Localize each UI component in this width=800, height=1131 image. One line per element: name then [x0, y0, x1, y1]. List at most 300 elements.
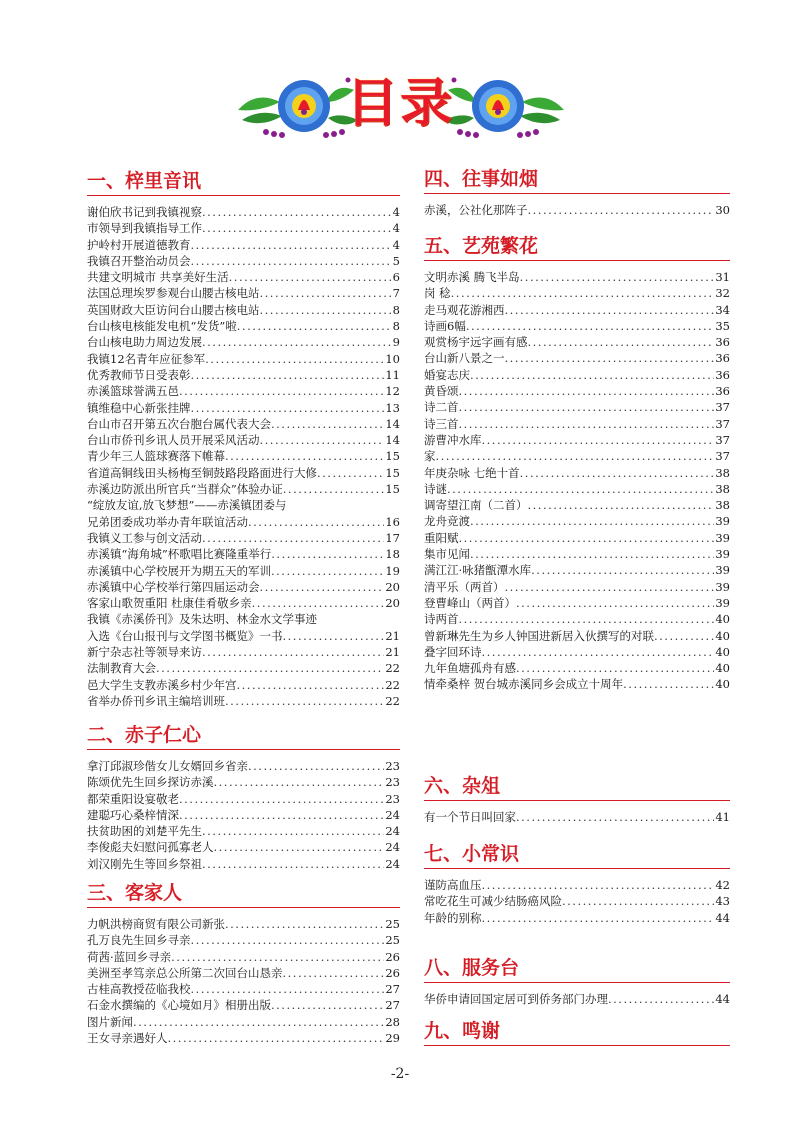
- dot-leader: [447, 481, 714, 497]
- dot-leader: [520, 465, 715, 481]
- toc-entry-title: 扶贫助困的刘楚平先生: [87, 824, 202, 839]
- toc-entry: [424, 318, 730, 334]
- toc-entry-title: 台山市召开第五次台胞台属代表大会: [87, 416, 271, 431]
- dot-leader: [451, 285, 715, 301]
- toc-entry-page: 36: [715, 351, 730, 366]
- toc-entry-page: 12: [385, 384, 400, 399]
- toc-entry: [87, 997, 400, 1013]
- toc-entry-title: 市领导到我镇指导工作: [87, 221, 202, 236]
- section-entries: [424, 202, 730, 218]
- toc-entry-page: 29: [385, 1031, 400, 1046]
- toc-entry-title: 青少年三人篮球赛落下帷幕: [87, 449, 225, 464]
- toc-entry-title: 满江江·咏猪甑潭水库: [424, 563, 532, 578]
- toc-entry-title: 我镇义工参与创文活动: [87, 530, 202, 545]
- dot-leader: [271, 997, 384, 1013]
- toc-entry-page: 37: [715, 432, 730, 447]
- toc-entry-page: 24: [385, 856, 400, 871]
- dot-leader: [202, 530, 384, 546]
- dot-leader: [229, 269, 392, 285]
- toc-entry: [87, 791, 400, 807]
- dot-leader: [214, 839, 385, 855]
- toc-entry-page: 22: [385, 661, 400, 676]
- toc-entry-title: 省道高铜线田头杨梅至铜鼓路段路面进行大修: [87, 465, 317, 480]
- toc-entry: [87, 932, 400, 948]
- toc-entry: [424, 579, 730, 595]
- toc-entry-title: 曾新琳先生为乡人钟国进新居入伙撰写的对联: [424, 628, 654, 643]
- dot-leader: [202, 856, 384, 872]
- toc-section: [424, 773, 730, 825]
- toc-entry-title: 华侨申请回国定居可到侨务部门办理: [424, 992, 608, 1006]
- toc-entry-title: 黄昏颂: [424, 384, 459, 399]
- dot-leader: [459, 383, 715, 399]
- toc-entry: [87, 204, 400, 220]
- toc-entry-title: 年龄的别称: [424, 910, 482, 925]
- toc-entry: [424, 465, 730, 481]
- toc-entry-page: 15: [385, 449, 400, 464]
- toc-entry-page: 19: [385, 563, 400, 578]
- dot-leader: [191, 981, 385, 997]
- dot-leader: [271, 416, 384, 432]
- toc-entry: [87, 579, 400, 595]
- toc-entry-page: 24: [385, 840, 400, 855]
- dot-leader: [608, 991, 714, 1007]
- dot-leader: [654, 628, 714, 644]
- dot-leader: [202, 644, 384, 660]
- toc-entry-title: 我镇12名青年应征参军: [87, 351, 206, 366]
- toc-entry: [87, 693, 400, 709]
- toc-entry-title: 观赏杨宇远字画有感: [424, 335, 528, 350]
- toc-entry: [87, 1030, 400, 1046]
- toc-entry-page: 23: [385, 791, 400, 806]
- dot-leader: [283, 628, 385, 644]
- page-title: 目录: [345, 74, 454, 134]
- toc-entry-title: 谢伯欣书记到我镇视察: [87, 205, 202, 219]
- toc-entry-page: 10: [385, 351, 400, 366]
- section-heading: 二、赤子仁心: [87, 722, 400, 750]
- toc-entry-title: 赤溪，公社化那阵子: [424, 203, 528, 217]
- dot-leader: [202, 334, 392, 350]
- toc-entry-title: 英国财政大臣访问台山腰古核电站: [87, 302, 260, 317]
- toc-entry: [424, 334, 730, 350]
- toc-entry-title: 赤溪篮球誉满五邑: [87, 384, 179, 399]
- toc-entry: [424, 399, 730, 415]
- toc-entry-page: 36: [715, 367, 730, 382]
- toc-entry-page: 35: [715, 318, 730, 333]
- toc-entry: [87, 383, 400, 399]
- toc-entry: [87, 351, 400, 367]
- toc-entry-title: 文明赤溪 腾飞半岛: [424, 270, 520, 284]
- dot-leader: [225, 916, 384, 932]
- toc-entry: [87, 644, 400, 660]
- dot-leader: [283, 481, 385, 497]
- toc-section: [87, 168, 400, 709]
- toc-entry-title: 建聪巧心桑梓情深: [87, 807, 179, 822]
- toc-entry-page: 31: [715, 270, 730, 284]
- section-heading: 三、客家人: [87, 880, 400, 908]
- section-entries: [424, 991, 730, 1007]
- flower-right-icon: [472, 80, 524, 132]
- dot-leader: [191, 400, 385, 416]
- toc-entry-page: 21: [385, 645, 400, 660]
- toc-entry: [424, 893, 730, 909]
- toc-entry-title: 客家山歌贺重阳 杜康佳肴敬乡亲: [87, 596, 252, 611]
- toc-entry: [87, 416, 400, 432]
- toc-entry: [87, 302, 400, 318]
- toc-section: [424, 955, 730, 1007]
- dot-leader: [202, 220, 392, 236]
- dot-leader: [202, 204, 392, 220]
- toc-entry: [424, 432, 730, 448]
- toc-entry-title: 走马观花游湘西: [424, 302, 505, 317]
- toc-entry-page: 41: [715, 810, 730, 824]
- toc-section: [424, 1018, 730, 1054]
- toc-entry: [87, 546, 400, 562]
- toc-entry-page: 34: [715, 302, 730, 317]
- toc-entry-title: 诗谜: [424, 481, 447, 496]
- toc-entry-page: 8: [392, 319, 400, 334]
- toc-entry: [87, 269, 400, 285]
- toc-entry-title: 孔万良先生回乡寻亲: [87, 933, 191, 948]
- dot-leader: [179, 791, 384, 807]
- toc-entry-page: 38: [715, 481, 730, 496]
- toc-entry-page: 11: [385, 367, 400, 382]
- toc-section: [424, 233, 730, 693]
- toc-entry-page: 4: [392, 221, 400, 236]
- toc-entry-title: 情牵桑梓 贺台城赤溪同乡会成立十周年: [424, 677, 624, 692]
- toc-entry-title: 古桂高教授莅临我校: [87, 982, 191, 997]
- dot-leader: [252, 595, 385, 611]
- dot-leader: [459, 399, 715, 415]
- toc-entry-page: 40: [715, 628, 730, 643]
- toc-entry-page: 5: [392, 253, 400, 268]
- dot-leader: [470, 513, 714, 529]
- toc-entry: [87, 628, 400, 644]
- toc-entry-title: 龙舟竞渡: [424, 514, 470, 529]
- flower-left-icon: [278, 80, 330, 132]
- toc-entry-page: 27: [385, 998, 400, 1013]
- toc-entry-title: 美洲至孝笃亲总公所第二次回台山恳亲: [87, 965, 283, 980]
- toc-entry: [424, 611, 730, 627]
- toc-entry: [87, 774, 400, 790]
- toc-entry: [87, 367, 400, 383]
- dot-leader: [459, 530, 715, 546]
- toc-entry-title: 李俊彪夫妇慰问孤寡老人: [87, 840, 214, 855]
- dot-leader: [271, 546, 384, 562]
- toc-entry-page: 6: [392, 270, 400, 285]
- toc-entry-page: 20: [385, 579, 400, 594]
- toc-entry: [87, 237, 400, 253]
- toc-entry-page: 15: [385, 482, 400, 497]
- toc-entry-page: 4: [392, 237, 400, 252]
- toc-entry-title: 赤溪镇“海角城”杯歌唱比赛隆重举行: [87, 547, 272, 562]
- toc-entry-title: 台山新八景之一: [424, 351, 505, 366]
- toc-entry-page: 4: [392, 205, 400, 219]
- toc-entry-page: 39: [715, 514, 730, 529]
- toc-entry-page: 39: [715, 595, 730, 610]
- toc-entry: [424, 910, 730, 926]
- toc-entry-title: 共建文明城市 共享美好生活: [87, 270, 229, 285]
- dot-leader: [562, 893, 714, 909]
- toc-entry-title: 石金水撰编的《心境如月》相册出版: [87, 998, 271, 1013]
- toc-entry-title: 都荣重阳设宴敬老: [87, 791, 179, 806]
- dot-leader: [191, 932, 385, 948]
- toc-entry: [87, 660, 400, 676]
- toc-entry-page: 44: [715, 910, 730, 925]
- toc-entry: [87, 677, 400, 693]
- toc-entry: [424, 991, 730, 1007]
- toc-section: [87, 880, 400, 1046]
- toc-entry-page: 22: [385, 677, 400, 692]
- toc-entry: [424, 562, 730, 578]
- section-heading: 七、小常识: [424, 841, 730, 869]
- dot-leader: [237, 677, 385, 693]
- toc-entry-page: 20: [385, 596, 400, 611]
- toc-entry-page: 16: [385, 514, 400, 529]
- toc-entry: [424, 367, 730, 383]
- dot-leader: [248, 758, 384, 774]
- toc-entry-page: 43: [715, 894, 730, 909]
- dot-leader: [528, 497, 715, 513]
- toc-entry-title: 诗两首: [424, 612, 459, 627]
- toc-entry-title: 游曹冲水库: [424, 432, 482, 447]
- toc-entry-title: 台山市侨刊乡讯人员开展采风活动: [87, 433, 260, 448]
- dot-leader: [516, 595, 714, 611]
- toc-entry-title: 诗二首: [424, 400, 459, 415]
- page-number: -2-: [390, 1066, 410, 1082]
- dot-leader: [225, 448, 384, 464]
- dot-leader: [466, 318, 715, 334]
- toc-entry-page: 25: [385, 917, 400, 931]
- dot-leader: [191, 367, 385, 383]
- dot-leader: [260, 285, 392, 301]
- toc-entry: [87, 839, 400, 855]
- toc-entry-title: 邑大学生支教赤溪乡村少年宫: [87, 677, 237, 692]
- toc-entry-page: 40: [715, 677, 730, 692]
- dot-leader: [531, 562, 714, 578]
- toc-section: [87, 722, 400, 872]
- toc-entry-page: 27: [385, 982, 400, 997]
- toc-entry-page: 38: [715, 498, 730, 513]
- toc-entry: [424, 302, 730, 318]
- toc-entry-page: 28: [385, 1014, 400, 1029]
- toc-entry-title: 年庚杂咏 七绝十首: [424, 465, 520, 480]
- dot-leader: [179, 807, 384, 823]
- dot-leader: [482, 644, 715, 660]
- toc-entry: [424, 530, 730, 546]
- toc-entry: [87, 530, 400, 546]
- toc-entry: [87, 949, 400, 965]
- toc-entry-title: 登曹峰山（两首）: [424, 595, 516, 610]
- dot-leader: [156, 660, 384, 676]
- toc-entry-page: 39: [715, 563, 730, 578]
- toc-entry-title: 图片新闻: [87, 1014, 133, 1029]
- toc-entry-page: 42: [715, 878, 730, 892]
- dot-leader: [202, 823, 384, 839]
- toc-entry-title: 谨防高血压: [424, 878, 482, 892]
- toc-entry-title: 刘汉刚先生等回乡祭祖: [87, 856, 202, 871]
- toc-entry-title: 有一个节日叫回家: [424, 810, 516, 824]
- toc-entry: [424, 660, 730, 676]
- toc-entry-page: 14: [385, 433, 400, 448]
- toc-entry-title: 赤溪镇中心学校展开为期五天的军训: [87, 563, 271, 578]
- toc-entry: [87, 334, 400, 350]
- section-entries: [87, 916, 400, 1046]
- toc-entry: [424, 383, 730, 399]
- toc-entry-title: “绽放友谊,放飞梦想”——赤溪镇团委与: [87, 498, 287, 513]
- section-entries: [87, 758, 400, 872]
- toc-entry: [87, 285, 400, 301]
- toc-entry-page: 44: [715, 992, 730, 1006]
- toc-entry-page: 38: [715, 465, 730, 480]
- toc-entry: [87, 965, 400, 981]
- toc-entry: [87, 481, 400, 497]
- toc-entry-title: 清平乐（两首）: [424, 579, 505, 594]
- toc-entry-page: 36: [715, 384, 730, 399]
- dot-leader: [459, 611, 715, 627]
- dot-leader: [168, 1030, 385, 1046]
- toc-entry-page: 15: [385, 465, 400, 480]
- toc-entry-page: 40: [715, 661, 730, 676]
- toc-entry-page: 39: [715, 547, 730, 562]
- toc-entry-title: 婚宴志庆: [424, 367, 470, 382]
- toc-entry-page: 37: [715, 416, 730, 431]
- toc-section: [424, 166, 730, 218]
- toc-entry: [424, 202, 730, 218]
- toc-entry: [424, 513, 730, 529]
- toc-entry-title: 叠字回环诗: [424, 644, 482, 659]
- dot-leader: [528, 334, 715, 350]
- toc-entry: [424, 269, 730, 285]
- toc-entry-title: 护岭村开展道德教育: [87, 237, 191, 252]
- toc-entry-title: 岗 稔: [424, 286, 451, 301]
- toc-entry: [87, 758, 400, 774]
- toc-entry: [424, 628, 730, 644]
- section-heading: 八、服务台: [424, 955, 730, 983]
- toc-entry-title: 镇维稳中心新张挂牌: [87, 400, 191, 415]
- toc-entry: [87, 856, 400, 872]
- toc-entry-page: 40: [715, 644, 730, 659]
- dot-leader: [516, 660, 714, 676]
- section-entries: [424, 269, 730, 693]
- toc-entry: [424, 481, 730, 497]
- toc-entry-title: 新宁杂志社等领导来访: [87, 645, 202, 660]
- toc-entry: [87, 497, 400, 513]
- toc-entry-title: 台山核电核能发电机“发货”啦: [87, 319, 237, 334]
- toc-entry: [424, 644, 730, 660]
- dot-leader: [260, 302, 392, 318]
- dot-leader: [436, 448, 715, 464]
- toc-entry-title: 我镇《赤溪侨刊》及朱达明、林金水文学事迹: [87, 612, 317, 627]
- dot-leader: [260, 432, 385, 448]
- dot-leader: [214, 774, 385, 790]
- toc-entry-page: 8: [392, 302, 400, 317]
- toc-entry-title: 陈颂优先生回乡探访赤溪: [87, 775, 214, 790]
- dot-leader: [482, 432, 715, 448]
- section-heading: 五、艺苑繁花: [424, 233, 730, 261]
- toc-entry: [424, 546, 730, 562]
- toc-entry-title: 我镇召开整治动员会: [87, 253, 191, 268]
- toc-entry: [87, 253, 400, 269]
- toc-entry: [87, 611, 400, 627]
- toc-entry-page: 17: [385, 530, 400, 545]
- dot-leader: [459, 416, 715, 432]
- dot-leader: [248, 514, 384, 530]
- section-entries: [424, 877, 730, 926]
- toc-entry: [87, 563, 400, 579]
- toc-entry: [87, 916, 400, 932]
- toc-entry-page: 23: [385, 775, 400, 790]
- section-heading: 六、杂俎: [424, 773, 730, 801]
- toc-entry-title: 家: [424, 449, 436, 464]
- toc-entry-title: 兄弟团委成功举办青年联谊活动: [87, 514, 248, 529]
- toc-entry-page: 7: [392, 286, 400, 301]
- dot-leader: [179, 383, 384, 399]
- toc-entry-page: 32: [715, 286, 730, 301]
- dot-leader: [520, 269, 715, 285]
- dot-leader: [505, 579, 715, 595]
- dot-leader: [260, 579, 385, 595]
- toc-entry: [87, 823, 400, 839]
- toc-entry-page: 21: [385, 628, 400, 643]
- toc-entry: [424, 350, 730, 366]
- dot-leader: [470, 367, 714, 383]
- toc-entry-title: 力帆洪榜商贸有限公司新张: [87, 917, 225, 931]
- toc-entry-page: 24: [385, 807, 400, 822]
- dot-leader: [133, 1014, 384, 1030]
- toc-entry-title: 法国总理埃罗参观台山腰古核电站: [87, 286, 260, 301]
- toc-entry-title: 荷茜·蓝回乡寻亲: [87, 949, 172, 964]
- toc-entry: [424, 416, 730, 432]
- toc-entry-title: 重阳赋: [424, 530, 459, 545]
- toc-entry-page: 40: [715, 612, 730, 627]
- dot-leader: [191, 237, 392, 253]
- toc-entry: [424, 285, 730, 301]
- toc-entry-page: 39: [715, 579, 730, 594]
- toc-entry: [424, 497, 730, 513]
- toc-entry-page: 37: [715, 400, 730, 415]
- toc-entry: [87, 432, 400, 448]
- toc-entry-title: 王女寻亲遇好人: [87, 1031, 168, 1046]
- dot-leader: [516, 809, 714, 825]
- toc-entry-title: 赤溪边防派出所官兵“当群众”体验办证: [87, 482, 283, 497]
- dot-leader: [225, 693, 384, 709]
- dot-leader: [482, 877, 715, 893]
- toc-entry-title: 优秀教师节日受表彰: [87, 367, 191, 382]
- toc-entry-page: 26: [385, 965, 400, 980]
- toc-entry-title: 入选《台山报刊与文学图书概览》一书: [87, 628, 283, 643]
- dot-leader: [482, 910, 715, 926]
- toc-entry-page: 22: [385, 693, 400, 708]
- toc-entry: [87, 981, 400, 997]
- section-entries: [424, 809, 730, 825]
- section-entries: [87, 204, 400, 709]
- dot-leader: [205, 351, 384, 367]
- toc-entry-title: 常吃花生可减少结肠癌风险: [424, 894, 562, 909]
- toc-entry: [87, 448, 400, 464]
- toc-entry: [87, 465, 400, 481]
- toc-entry-title: 集市见闻: [424, 547, 470, 562]
- section-heading: 四、往事如烟: [424, 166, 730, 194]
- toc-entry: [87, 514, 400, 530]
- toc-entry-page: 9: [392, 335, 400, 350]
- toc-entry-page: 26: [385, 949, 400, 964]
- dot-leader: [171, 949, 384, 965]
- toc-entry: [424, 595, 730, 611]
- section-heading: 九、鸣谢: [424, 1018, 730, 1046]
- toc-entry: [424, 809, 730, 825]
- dot-leader: [470, 546, 714, 562]
- toc-entry-page: 23: [385, 759, 400, 773]
